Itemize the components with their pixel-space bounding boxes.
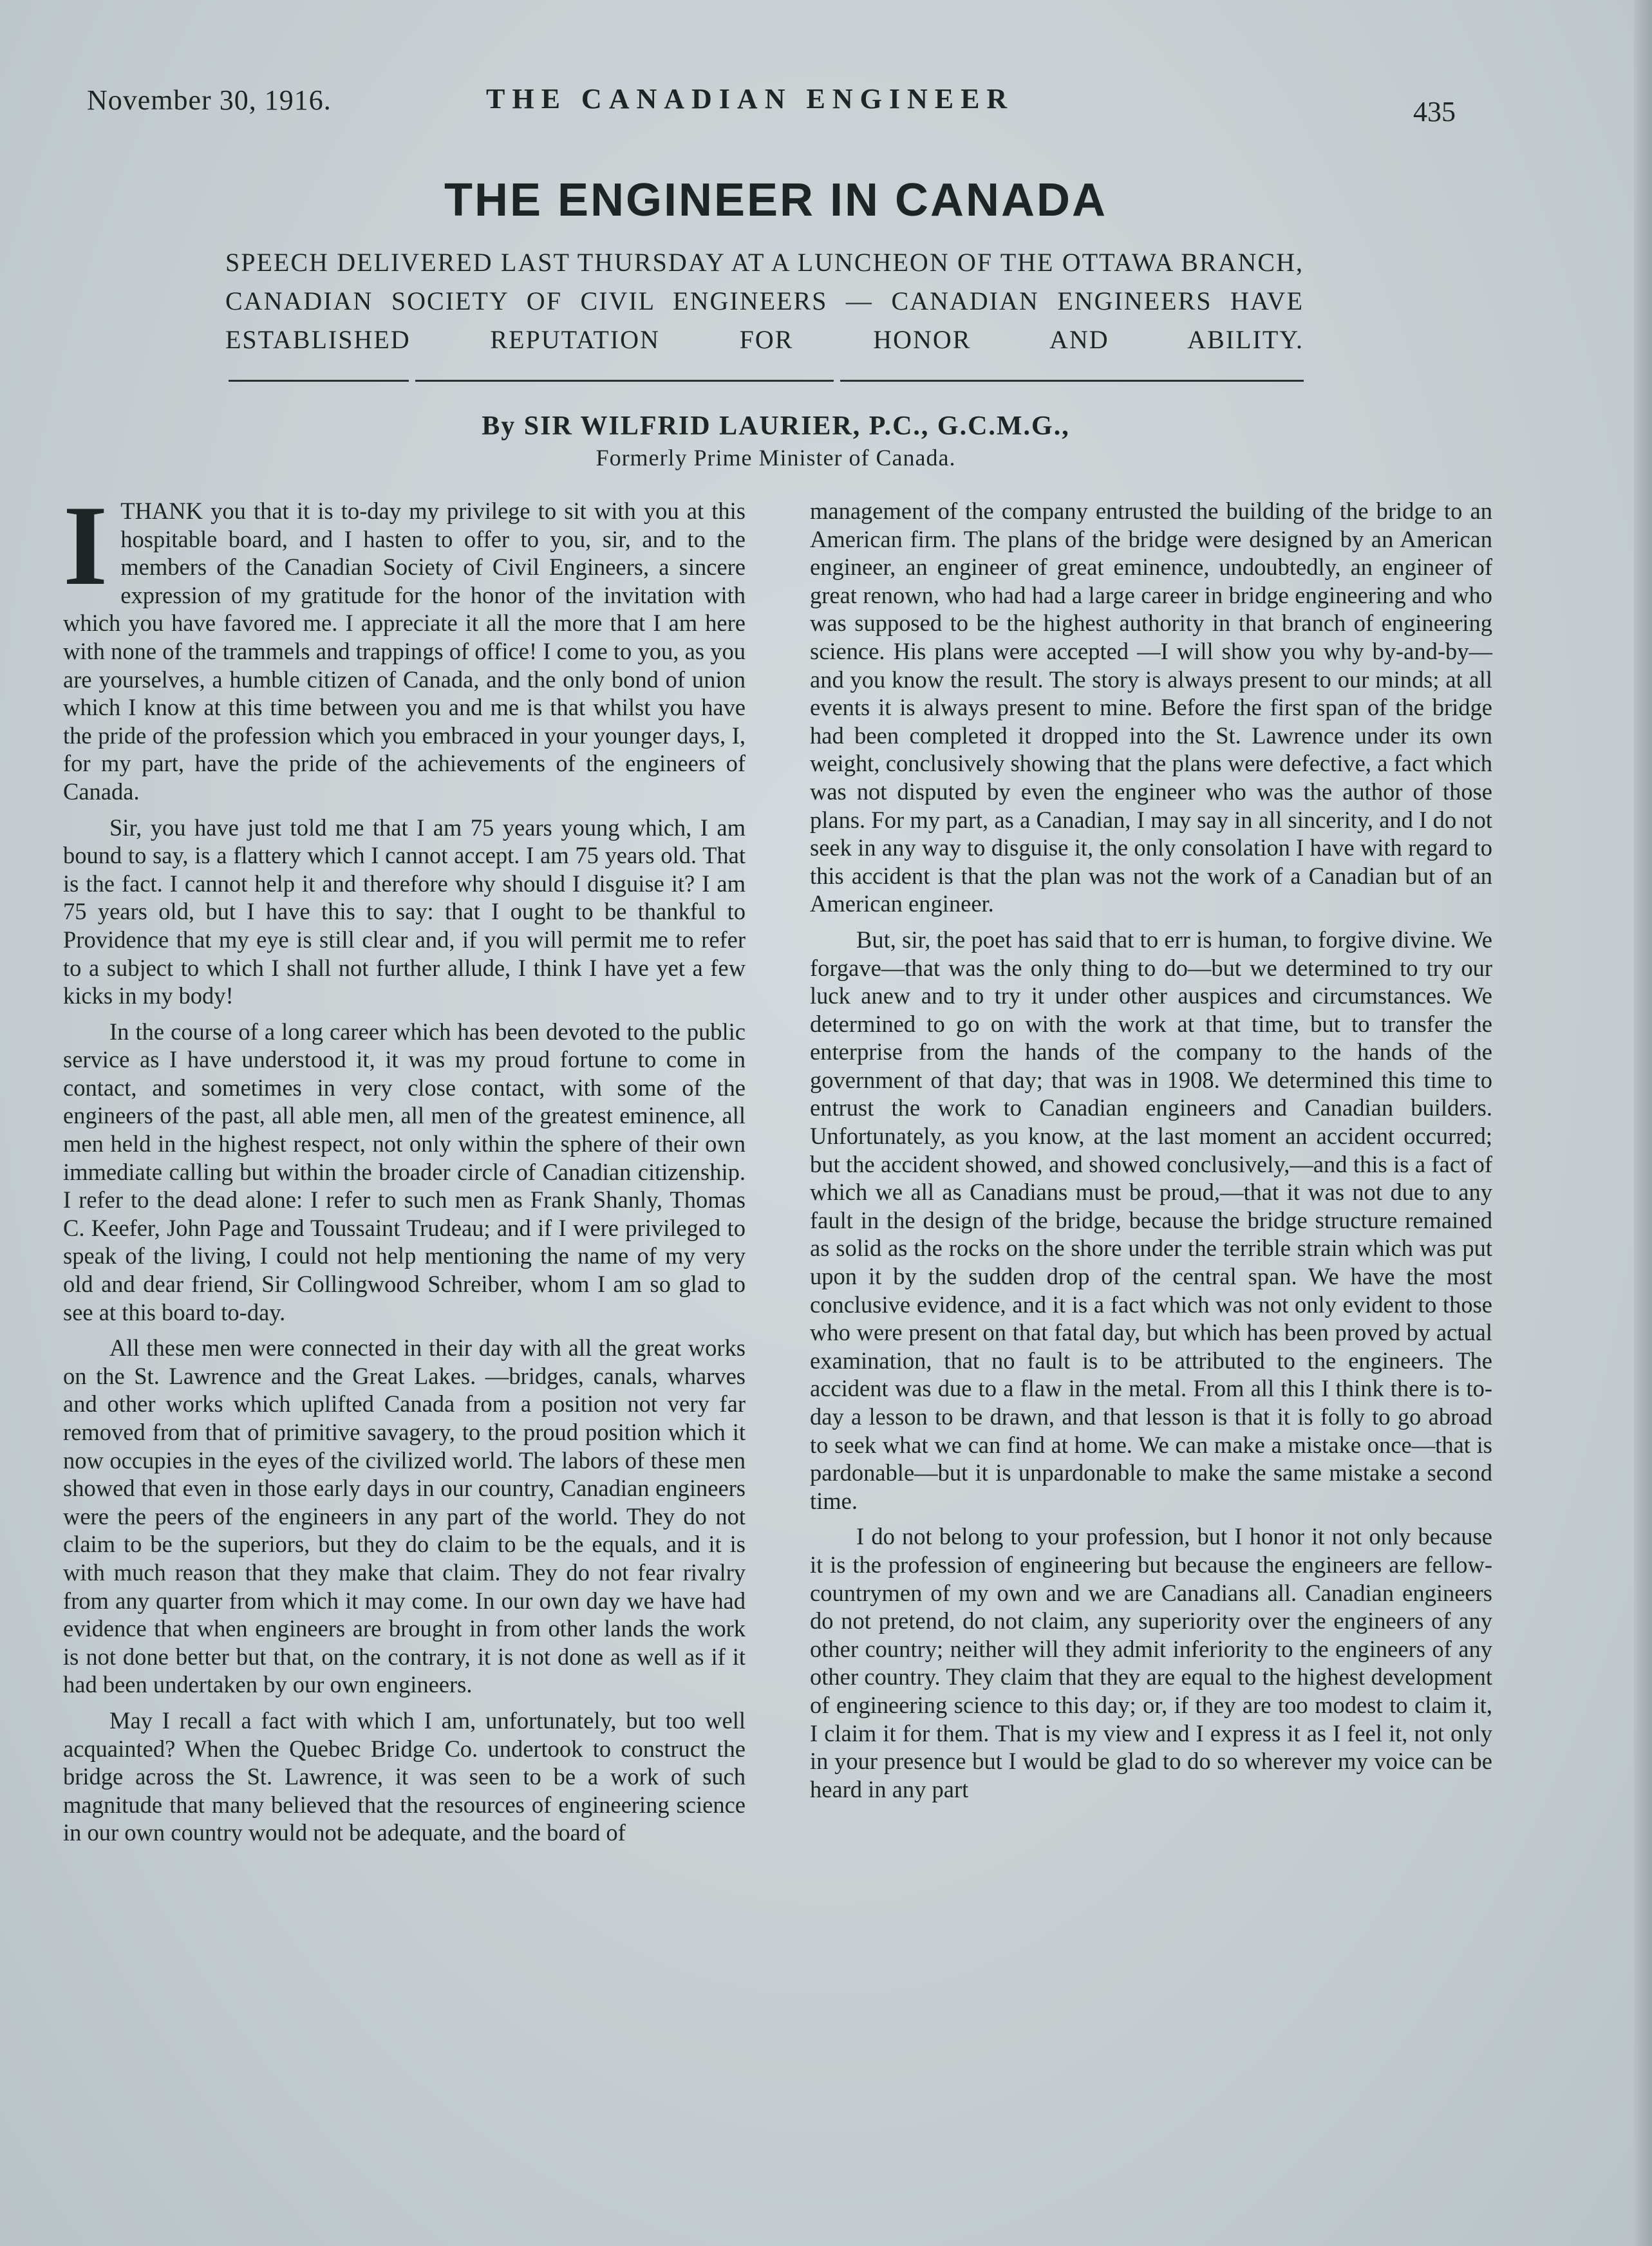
running-header bbox=[0, 77, 1652, 129]
paragraph: management of the company entrusted the building of the bridge to an American firm. The plans of the bridge were designed by an American engineer, an engineer of great eminence, undoubtedly, an engineer of great renown, who had had a large career in bridge engineering and who was supposed to be the highest authority in that branch of engineering science. His plans were accepted —I will show you why by-and-by—and you know the result. The story is always present to our minds; at all events it is always present to mine. Before the first span of the bridge had been completed it dropped into the St. Lawrence under its own weight, conclusively showing that the plans were defective, a fact which was not disputed by even the engineer who was the author of those plans. For my part, as a Canadian, I may say in all sincerity, and I do not seek in any way to disguise it, the only consolation I have with regard to this accident is that the plan was not the work of a Canadian but of an American engineer. bbox=[810, 498, 1492, 917]
paragraph: May I recall a fact with which I am, unfortunately, but too well acquainted? When the Quebec Bridge Co. undertook to construct the bridge across the St. Lawrence, it was seen to be a work of such magnitude that many believed that the resources of engineering science in our own country would not be adequate, and the board of bbox=[63, 1707, 746, 1846]
title-divider-left bbox=[229, 380, 409, 382]
right-text-column bbox=[810, 497, 1492, 1811]
title-divider-right bbox=[840, 380, 1304, 382]
paragraph: In the course of a long career which has been devoted to the public service as I have understood it, it was my proud fortune to come in contact, and sometimes in very close contact, with some of the engineers of the past, all able men, all men of the greatest eminence, all men held in the highest respect, not only within the sphere of their own immediate calling but within the broader circle of Canadian citizenship. I refer to the dead alone: I refer to such men as Frank Shanly, Thomas C. Keefer, John Page and Toussaint Trudeau; and if I were privileged to speak of the living, I could not help mentioning the name of my very old and dear friend, Sir Collingwood Schreiber, whom I am so glad to see at this board to-day. bbox=[63, 1018, 746, 1325]
paragraph: But, sir, the poet has said that to err is human, to forgive divine. We forgave—that was the only thing to do—but we determined to try our luck anew and to try it under other auspices and circumstances. We determined to go on with the work at that time, but to transfer the enterprise from the hands of the company to the hands of the government of that day; that was in 1908. We determined this time to entrust the work to Canadian engineers and Canadian builders. Unfortunately, as you know, at the last moment an accident occurred; but the accident showed, and showed conclusively,—and this is a fact of which we all as Canadians must be proud,—that it was not due to any fault in the design of the bridge, because the bridge structure remained as solid as the rocks on the shore under the terrible strain which was put upon it by the sudden drop of the central span. We have the most conclusive evidence, and it is a fact which was not only evident to those who were present on that fatal day, but which has been proved by actual examination, that no fault is to be attributed to the engineers. The accident was due to a flaw in the metal. From all this I think there is to-day a lesson to be drawn, and that lesson is that it is folly to go abroad to seek what we can find at home. We can make a mistake once—that is pardonable—but it is unpardonable to make the same mistake a second time. bbox=[810, 926, 1492, 1514]
drop-cap: I bbox=[63, 482, 108, 609]
paragraph: All these men were connected in their day with all the great works on the St. Lawrence and the Great Lakes. —bridges, canals, wharves and other works which uplifted Canada from a position not very far removed from that of primitive savagery, to the proud position which it now occupies in the eyes of the civilized world. The labors of these men showed that even in those early days in our country, Canadian engineers were the peers of the engineers in any part of the world. They do not claim to be the superiors, but they do claim to be the equals, and it is with much reason that they make that claim. They do not fear rivalry from any quarter from which it may come. In our own day we have had evidence that when engineers are brought in from other lands the work is not done better but that, on the contrary, it is not done as well as if it had been undertaken by our own engineers. bbox=[63, 1334, 746, 1698]
paragraph: Sir, you have just told me that I am 75 years young which, I am bound to say, is a flattery which I cannot accept. I am 75 years old. That is the fact. I cannot help it and therefore why should I disguise it? I am 75 years old, but I have this to say: that I ought to be thankful to Providence that my eye is still clear and, if you will permit me to refer to a subject to which I shall not further allude, I think I have yet a few kicks in my body! bbox=[63, 814, 746, 1009]
article-title: THE ENGINEER IN CANADA bbox=[444, 174, 1108, 226]
left-text-column bbox=[63, 482, 746, 1855]
paragraph: I do not belong to your profession, but I honor it not only because it is the profession of engineering but because the engineers are fellow-countrymen of my own and we are Canadians all. Canadian engineers do not pretend, do not claim, any superiority over the engineers of any other country; neither will they admit inferiority to the engineers of any other country. They claim that they are equal to the highest development of engineering science to this day; or, if they are too modest to claim it, I claim it for them. That is my view and I express it as I feel it, not only in your presence but I would be glad to do so wherever my voice can be heard in any part bbox=[810, 1523, 1492, 1802]
issue-date: November 30, 1916. bbox=[87, 84, 332, 116]
author-affiliation: Formerly Prime Minister of Canada. bbox=[596, 445, 956, 471]
journal-name: THE CANADIAN ENGINEER bbox=[486, 83, 1015, 115]
author-byline: By SIR WILFRID LAURIER, P.C., G.C.M.G., bbox=[482, 411, 1070, 441]
title-divider-center bbox=[415, 380, 834, 382]
paragraph bbox=[63, 482, 746, 806]
page-spine-shadow bbox=[1634, 0, 1652, 2246]
article-subtitle: SPEECH DELIVERED LAST THURSDAY AT A LUNCHEON OF THE OTTAWA BRANCH, CANADIAN SOCIETY OF CIVIL ENGINEERS — CANADIAN ENGINEERS HAVE ESTABLISHED REPUTATION FOR HONOR AND ABILITY. bbox=[225, 248, 1304, 354]
page-number: 435 bbox=[1413, 96, 1456, 127]
paragraph-text: THANK you that it is to-day my privilege to sit with you at this hospitable board, and I hasten to offer to you, sir, and to the members of the Canadian Society of Civil Engineers, a sincere expression of my gratitude for the honor of the invitation with which you have favored me. I appreciate it all the more that I am here with none of the trammels and trappings of office! I come to you, as you are yourselves, a humble citizen of Canada, and the only bond of union which I know at this time between you and me is that whilst you have the pride of the profession which you embraced in your younger days, I, for my part, have the pride of the achievements of the engineers of Canada. bbox=[63, 498, 746, 805]
